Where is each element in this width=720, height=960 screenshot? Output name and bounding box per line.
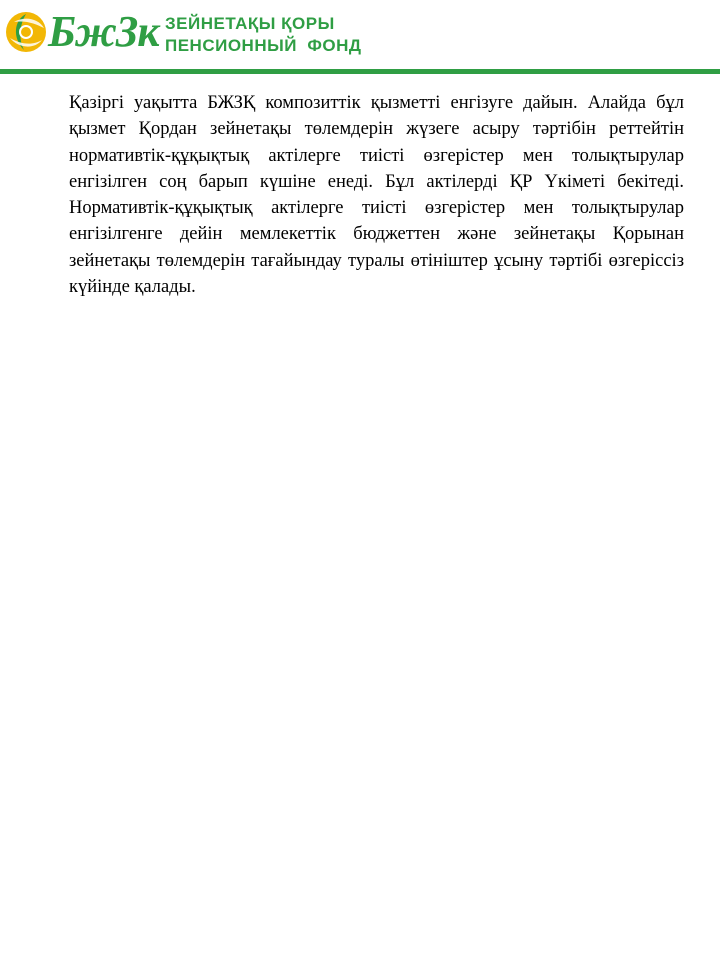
brand-line-kazakh: ЗЕЙНЕТАҚЫ ҚОРЫ [165, 14, 335, 33]
logo-wordmark: БжЗк [48, 7, 159, 56]
logo-emblem-icon [4, 10, 48, 54]
header [0, 0, 720, 70]
body-paragraph: Қазіргі уақытта БЖЗҚ композиттік қызметті енгізуге дайын. Алайда бұл қызмет Қордан зейнетақы төлемдерін жүзеге асыру тәртібін реттейтін нормативтік-құқықтық актілерге тиісті өзгерістер мен толықтырулар енгізілген соң барып күшіне енеді. Бұл актілерді ҚР Үкіметі бекітеді. Нормативтік-құқықтық актілерге тиісті өзгерістер мен толықтырулар енгізілгенге дейін мемлекеттік бюджеттен және зейнетақы Қорынан зейнетақы төлемдерін тағайындау туралы өтініштер ұсыну тәртібі өзгеріссіз күйінде қалады. [69, 93, 684, 298]
header-divider [0, 69, 720, 74]
brand-line-russian: ПЕНСИОННЫЙ ФОНД [165, 36, 362, 55]
brand-name [165, 13, 362, 57]
